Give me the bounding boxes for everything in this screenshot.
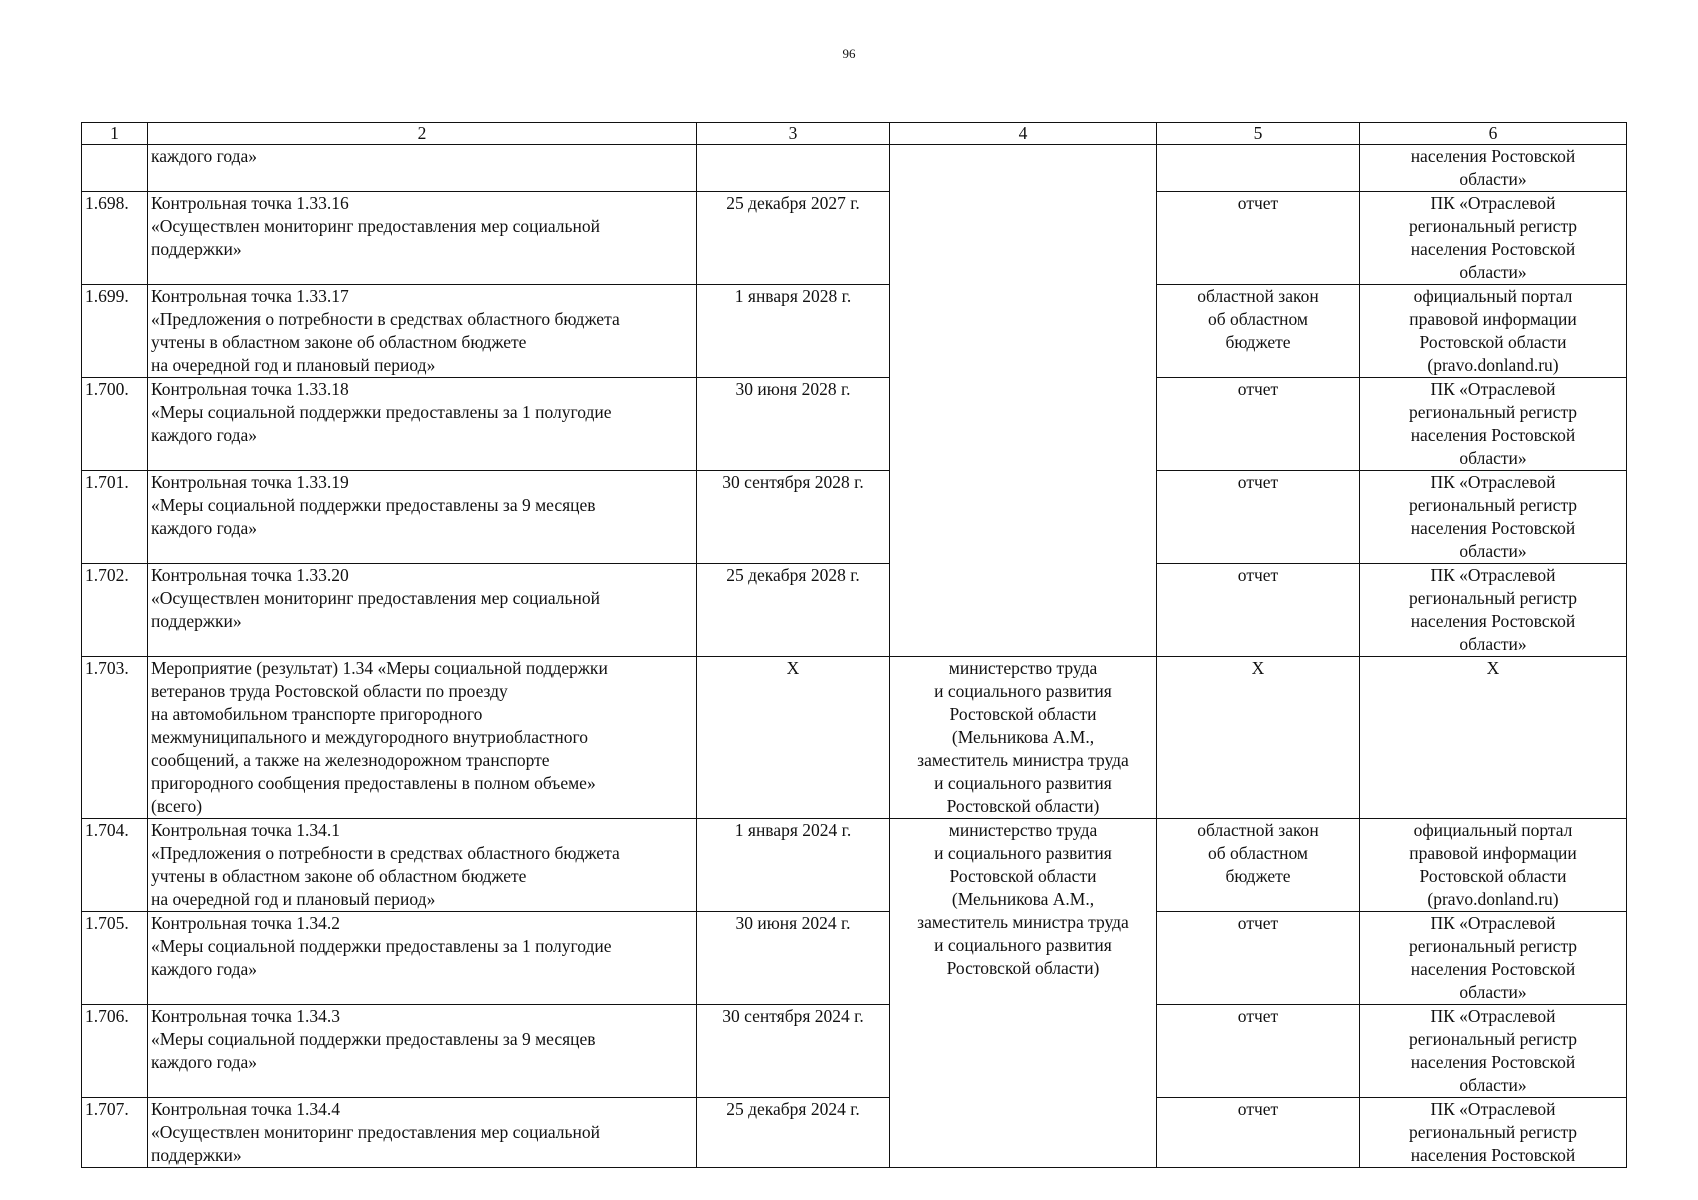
row-responsible: министерство труда и социального развития Ростовской области (Мельникова А.М., заместитель министра труда и социального развития Ростовской области) (890, 819, 1157, 1168)
row-document: X (1157, 657, 1360, 819)
row-number: 1.703. (82, 657, 148, 819)
table-row (82, 471, 1627, 564)
row-number: 1.699. (82, 285, 148, 378)
row-source: официальный портал правовой информации Ростовской области (pravo.donland.ru) (1360, 819, 1627, 912)
column-header: 5 (1157, 123, 1360, 145)
row-source: населения Ростовской области» (1360, 145, 1627, 192)
row-date: 30 июня 2028 г. (697, 378, 890, 471)
row-name: Мероприятие (результат) 1.34 «Меры социальной поддержки ветеранов труда Ростовской области по проезду на автомобильном транспорте пригородного межмуниципального и междугородного внутриобластного сообщений, а также на железнодорожном транспорте пригородного сообщения предоставлены в полном объеме» (всего) (148, 657, 697, 819)
row-number: 1.701. (82, 471, 148, 564)
row-date: 25 декабря 2024 г. (697, 1098, 890, 1168)
row-name: каждого года» (148, 145, 697, 192)
row-source: ПК «Отраслевой региональный регистр населения Ростовской области» (1360, 378, 1627, 471)
row-name: Контрольная точка 1.33.18 «Меры социальной поддержки предоставлены за 1 полугодие каждого года» (148, 378, 697, 471)
row-number: 1.700. (82, 378, 148, 471)
row-date: 30 сентября 2028 г. (697, 471, 890, 564)
row-source: ПК «Отраслевой региональный регистр населения Ростовской области» (1360, 1005, 1627, 1098)
row-document: отчет (1157, 471, 1360, 564)
row-document: отчет (1157, 1005, 1360, 1098)
column-header: 2 (148, 123, 697, 145)
row-document: отчет (1157, 912, 1360, 1005)
column-header: 6 (1360, 123, 1627, 145)
page-number: 96 (842, 46, 856, 61)
row-name: Контрольная точка 1.34.1 «Предложения о потребности в средствах областного бюджета учтены в областном законе об областном бюджете на очередной год и плановый период» (148, 819, 697, 912)
row-date: 25 декабря 2027 г. (697, 192, 890, 285)
control-points-table (81, 122, 1627, 1168)
header-row (82, 123, 1627, 145)
row-name: Контрольная точка 1.33.17 «Предложения о потребности в средствах областного бюджета учтены в областном законе об областном бюджете на очередной год и плановый период» (148, 285, 697, 378)
row-document: отчет (1157, 564, 1360, 657)
row-date (697, 145, 890, 192)
table-row (82, 564, 1627, 657)
row-document: отчет (1157, 192, 1360, 285)
row-name: Контрольная точка 1.34.4 «Осуществлен мониторинг предоставления мер социальной поддержки» (148, 1098, 697, 1168)
row-number (82, 145, 148, 192)
row-name: Контрольная точка 1.34.3 «Меры социальной поддержки предоставлены за 9 месяцев каждого года» (148, 1005, 697, 1098)
row-source: ПК «Отраслевой региональный регистр населения Ростовской области» (1360, 471, 1627, 564)
table-row (82, 1005, 1627, 1098)
row-date: 1 января 2024 г. (697, 819, 890, 912)
row-name: Контрольная точка 1.33.16 «Осуществлен мониторинг предоставления мер социальной поддержки» (148, 192, 697, 285)
row-date: X (697, 657, 890, 819)
row-source: ПК «Отраслевой региональный регистр населения Ростовской (1360, 1098, 1627, 1168)
row-number: 1.707. (82, 1098, 148, 1168)
row-date: 30 сентября 2024 г. (697, 1005, 890, 1098)
row-number: 1.704. (82, 819, 148, 912)
row-date: 1 января 2028 г. (697, 285, 890, 378)
column-header: 3 (697, 123, 890, 145)
table-row (82, 285, 1627, 378)
row-document: областной закон об областном бюджете (1157, 819, 1360, 912)
row-name: Контрольная точка 1.34.2 «Меры социальной поддержки предоставлены за 1 полугодие каждого года» (148, 912, 697, 1005)
row-document: отчет (1157, 1098, 1360, 1168)
row-document: отчет (1157, 378, 1360, 471)
row-source: ПК «Отраслевой региональный регистр населения Ростовской области» (1360, 192, 1627, 285)
row-number: 1.702. (82, 564, 148, 657)
table-row (82, 912, 1627, 1005)
table-row (82, 192, 1627, 285)
row-source: ПК «Отраслевой региональный регистр населения Ростовской области» (1360, 912, 1627, 1005)
row-name: Контрольная точка 1.33.19 «Меры социальной поддержки предоставлены за 9 месяцев каждого года» (148, 471, 697, 564)
row-number: 1.698. (82, 192, 148, 285)
table-row (82, 1098, 1627, 1168)
table-row (82, 657, 1627, 819)
row-date: 25 декабря 2028 г. (697, 564, 890, 657)
row-source: официальный портал правовой информации Ростовской области (pravo.donland.ru) (1360, 285, 1627, 378)
row-date: 30 июня 2024 г. (697, 912, 890, 1005)
row-number: 1.705. (82, 912, 148, 1005)
row-name: Контрольная точка 1.33.20 «Осуществлен мониторинг предоставления мер социальной поддержки» (148, 564, 697, 657)
row-document (1157, 145, 1360, 192)
table-row (82, 378, 1627, 471)
row-number: 1.706. (82, 1005, 148, 1098)
column-header: 4 (890, 123, 1157, 145)
table-row (82, 819, 1627, 912)
table-row (82, 145, 1627, 192)
column-header: 1 (82, 123, 148, 145)
row-source: ПК «Отраслевой региональный регистр населения Ростовской области» (1360, 564, 1627, 657)
row-source: X (1360, 657, 1627, 819)
row-responsible: министерство труда и социального развития Ростовской области (Мельникова А.М., заместитель министра труда и социального развития Ростовской области) (890, 657, 1157, 819)
row-document: областной закон об областном бюджете (1157, 285, 1360, 378)
row-responsible (890, 145, 1157, 657)
